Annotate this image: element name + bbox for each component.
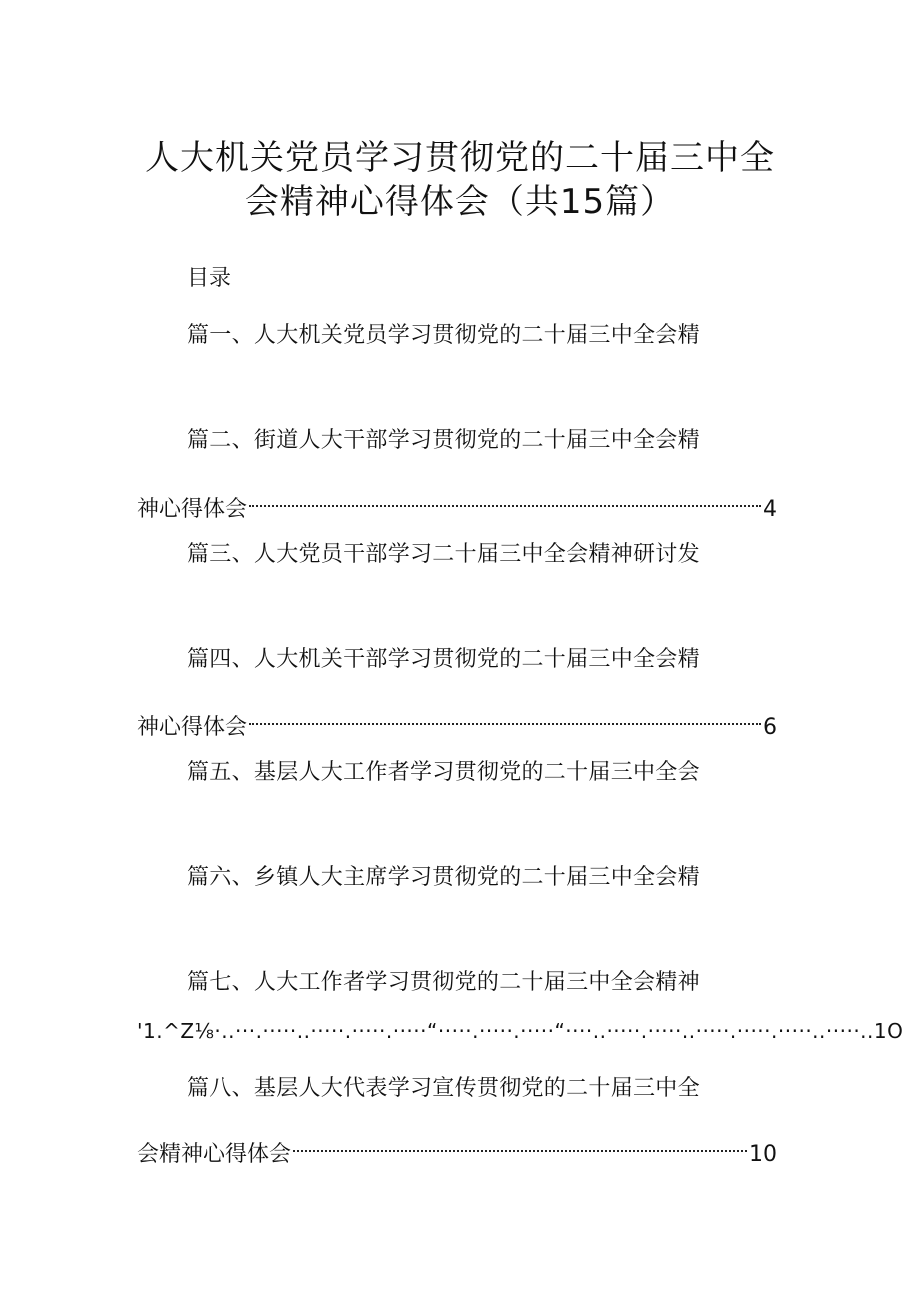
toc-entry-2-page: 4	[763, 497, 777, 522]
toc-entry-8-line2: 会精神心得体会	[137, 1142, 292, 1167]
toc-entry-2-line2: 神心得体会	[137, 497, 248, 522]
toc-entry-4[interactable]: 篇四、人大机关干部学习贯彻党的二十届三中全会精	[187, 647, 700, 672]
toc-entry-1[interactable]: 篇一、人大机关党员学习贯彻党的二十届三中全会精	[187, 323, 700, 348]
document-title-line-2: 会精神心得体会（共15篇）	[244, 182, 676, 222]
toc-entry-7-line2: '1.^Z⅛·..···.·····..·····.·····.·····“·····.·····.·····“····..·····.·····..·····.·····.·····..·····..1O	[137, 1019, 904, 1043]
toc-entry-4-page: 6	[763, 715, 777, 740]
toc-entry-2[interactable]: 篇二、街道人大干部学习贯彻党的二十届三中全会精	[187, 428, 700, 453]
dot-leader	[293, 1127, 747, 1161]
toc-entry-4-continuation[interactable]	[137, 700, 777, 740]
toc-entry-7[interactable]: 篇七、人大工作者学习贯彻党的二十届三中全会精神	[187, 970, 700, 995]
toc-entry-8-continuation[interactable]	[137, 1127, 777, 1167]
toc-entry-3[interactable]: 篇三、人大党员干部学习二十届三中全会精神研讨发	[187, 542, 700, 567]
toc-entry-8-page: 10	[749, 1142, 777, 1167]
toc-entry-4-line2: 神心得体会	[137, 715, 248, 740]
toc-heading: 目录	[187, 266, 232, 291]
dot-leader	[249, 700, 761, 734]
toc-entry-6[interactable]: 篇六、乡镇人大主席学习贯彻党的二十届三中全会精	[187, 865, 700, 890]
toc-entry-2-continuation[interactable]	[137, 482, 777, 522]
toc-entry-8[interactable]: 篇八、基层人大代表学习宣传贯彻党的二十届三中全	[187, 1076, 700, 1101]
toc-entry-5[interactable]: 篇五、基层人大工作者学习贯彻党的二十届三中全会	[187, 760, 700, 785]
dot-leader	[249, 482, 761, 516]
document-title-line-1: 人大机关党员学习贯彻党的二十届三中全	[145, 138, 775, 178]
